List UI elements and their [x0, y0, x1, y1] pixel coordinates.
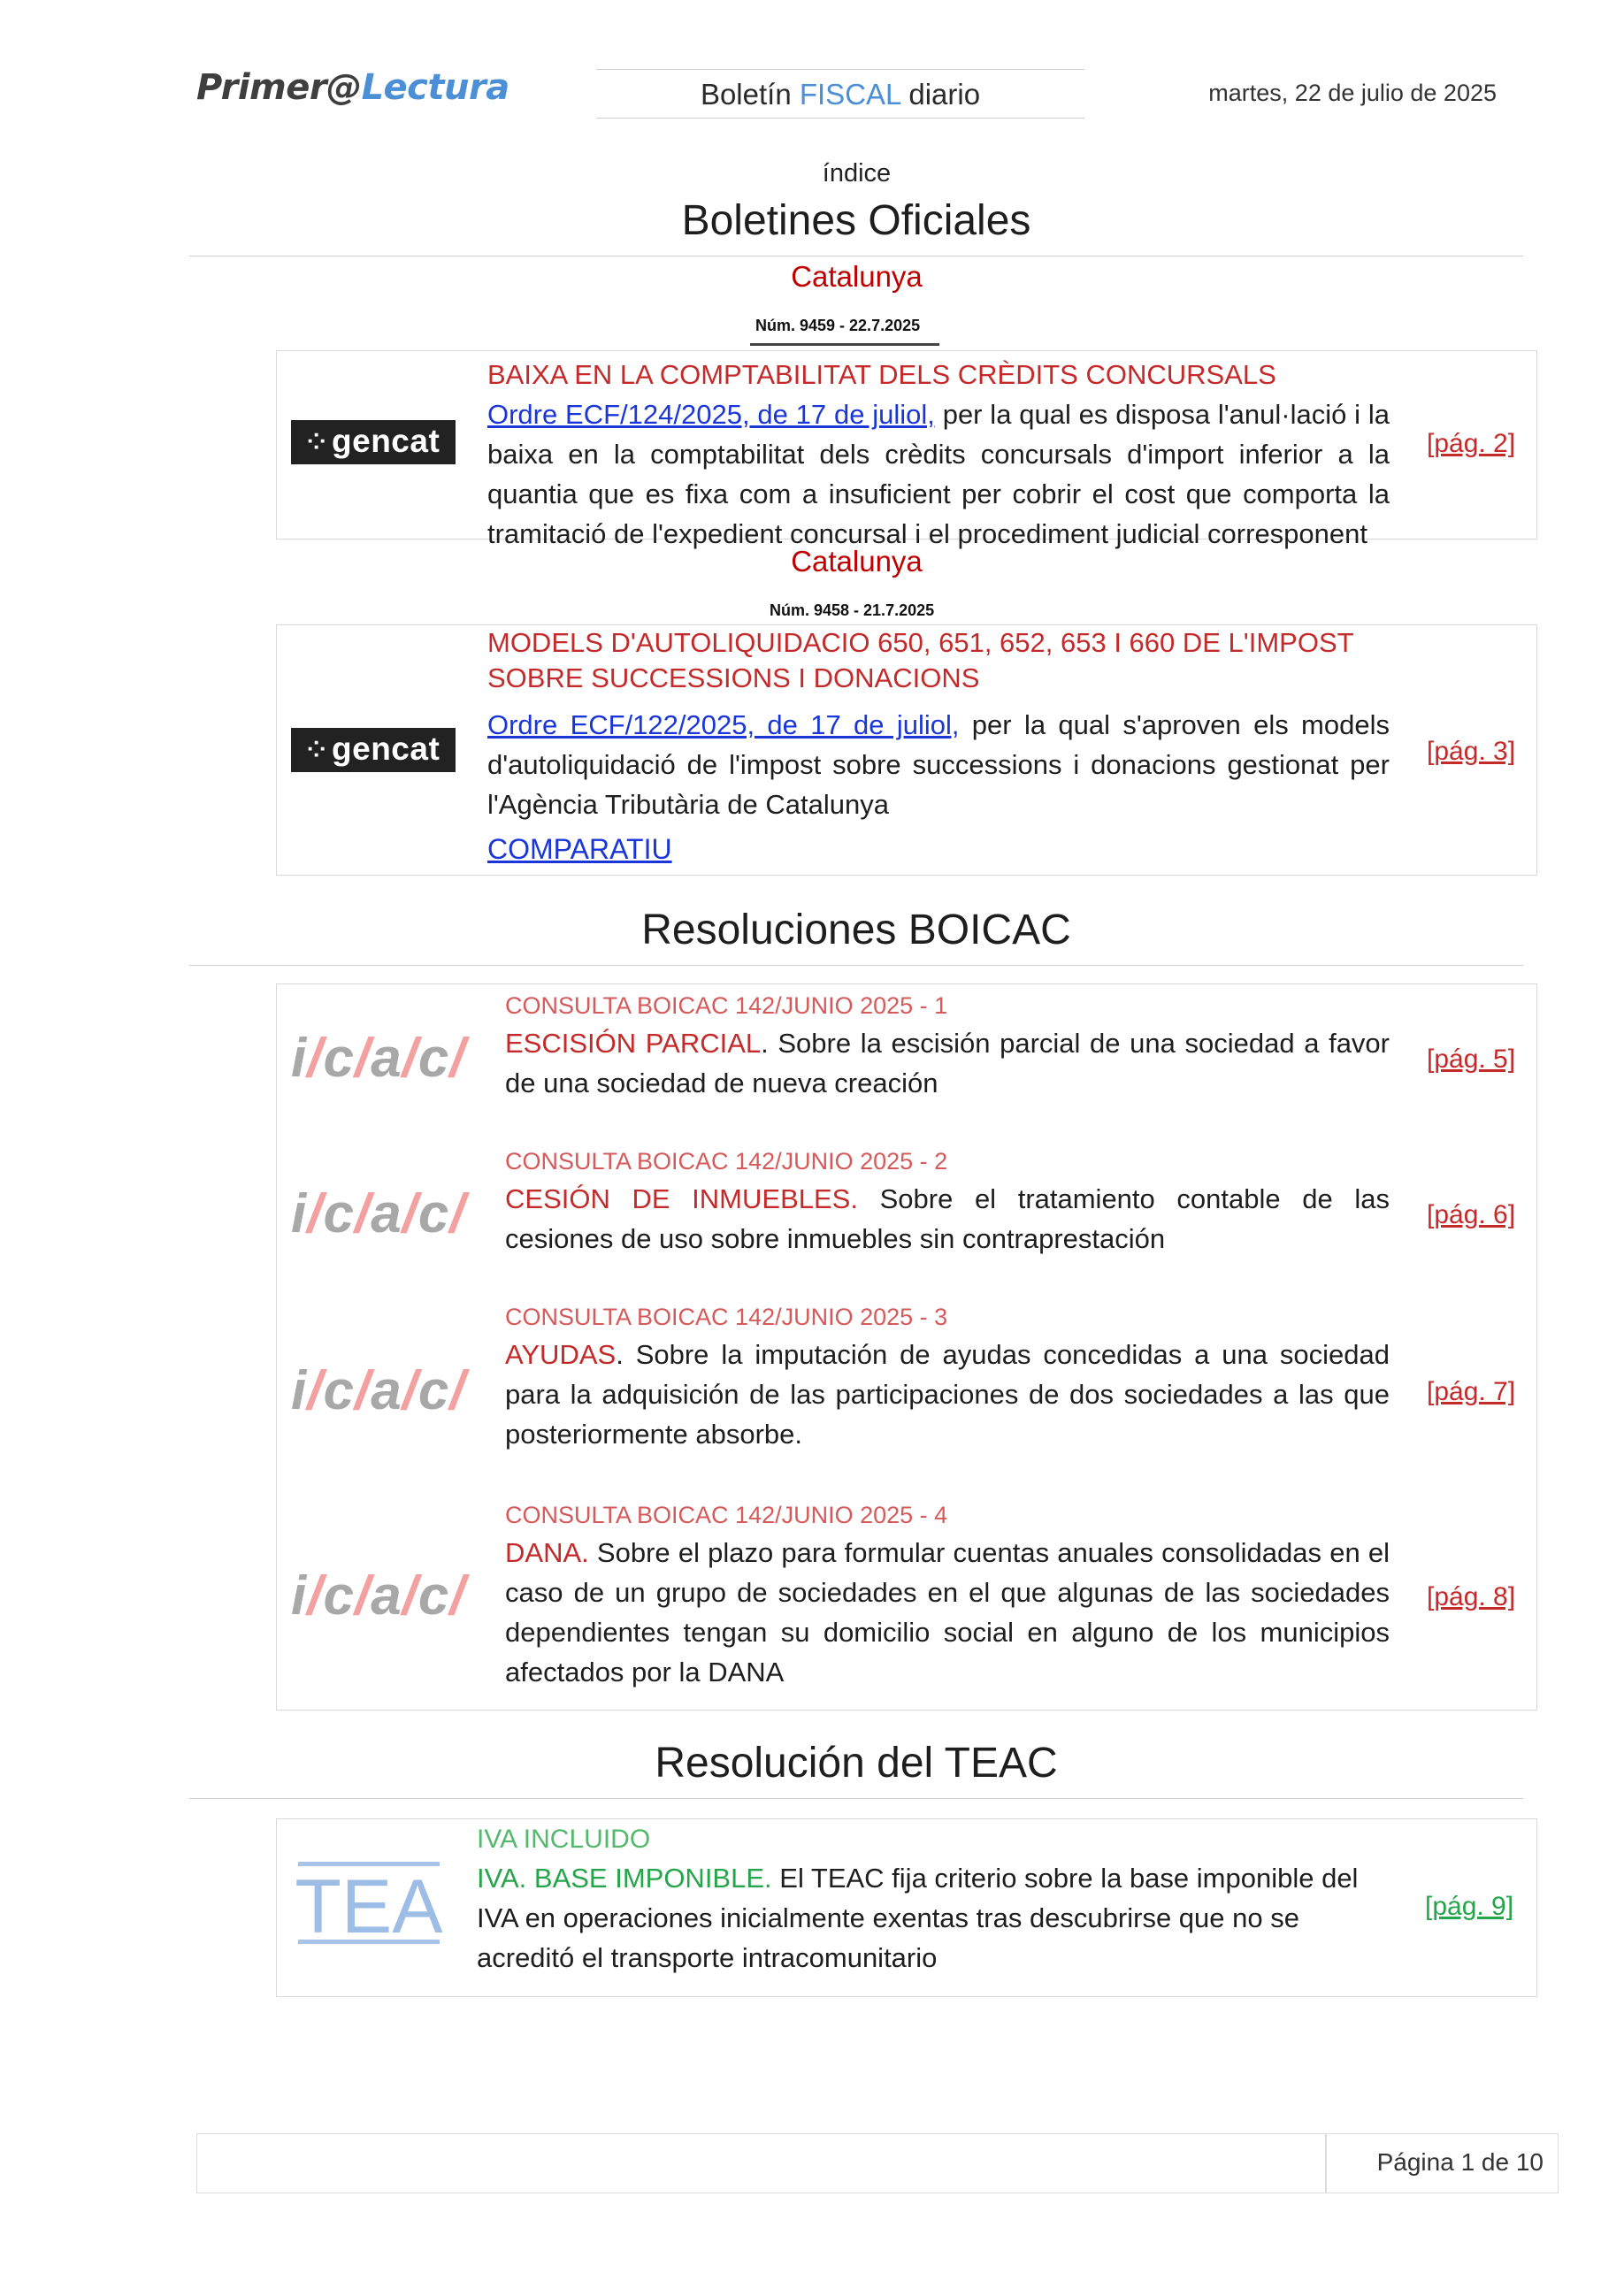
- entry-body: Sobre el tratamiento contable de las cesiones de uso sobre inmuebles sin contraprestación: [505, 1183, 1390, 1254]
- entry-kicker: BAIXA EN LA COMPTABILITAT DELS CRÈDITS CONCURSALS: [487, 359, 1276, 390]
- gencat-logo: ⁘ gencat: [291, 728, 456, 772]
- brand-logo: [196, 67, 509, 108]
- boicac-box: [276, 983, 1537, 1711]
- entry-kicker: MODELS D'AUTOLIQUIDACIO 650, 651, 652, 653 I 660 DE L'IMPOST SOBRE SUCCESSIONS I DONACIONS: [487, 627, 1353, 693]
- page-link[interactable]: [pág. 8]: [1427, 1582, 1516, 1611]
- page-link[interactable]: [pág. 5]: [1427, 1045, 1516, 1074]
- brand-primary: Primer@: [196, 67, 362, 108]
- bulletin-number: Núm. 9458 - 21.7.2025: [770, 601, 935, 619]
- bulletin-suffix: diario: [900, 78, 981, 111]
- entry-sub: CONSULTA BOICAC 142/JUNIO 2025 - 4: [505, 1502, 948, 1528]
- page-link[interactable]: [pág. 9]: [1425, 1892, 1514, 1921]
- boicac-entry: [505, 1299, 1390, 1454]
- page-link[interactable]: [pág. 2]: [1427, 429, 1516, 458]
- tea-logo: [293, 1855, 445, 1954]
- bulletin-accent: FISCAL: [799, 78, 901, 111]
- order-link[interactable]: Ordre ECF/122/2025, de 17 de juliol,: [487, 709, 960, 740]
- comparative-link[interactable]: COMPARATIU: [487, 833, 672, 865]
- entry-kicker: IVA. BASE IMPONIBLE.: [477, 1863, 772, 1894]
- gencat-dots-icon: ⁘: [306, 736, 327, 762]
- gencat-dots-icon: ⁘: [306, 428, 327, 455]
- entry-body: per la qual es disposa l'anul·lació i la baixa en la comptabilitat dels crèdits concursals d'import inferior a la quantia que es fixa com a insuficient per cobrir el cost que comporta la tramitació de l'expedient concursal i el procediment judicial corresponent: [487, 399, 1390, 549]
- index-label: índice: [822, 159, 892, 188]
- section-title-boicac: Resoluciones BOICAC: [189, 906, 1523, 966]
- entry-body: . Sobre la imputación de ayudas concedidas a una sociedad para la adquisición de las participaciones de dos sociedades a las que posteriormente absorbe.: [505, 1339, 1390, 1450]
- entry-kicker: DANA.: [505, 1537, 589, 1568]
- teac-entry: [477, 1821, 1388, 1978]
- bulletin-prefix: Boletín: [700, 78, 800, 111]
- footer-separator: [1325, 2134, 1327, 2193]
- entry-sub: CONSULTA BOICAC 142/JUNIO 2025 - 2: [505, 1148, 948, 1175]
- brand-secondary: Lectura: [361, 67, 509, 108]
- entry-kicker: CESIÓN DE INMUEBLES.: [505, 1183, 858, 1214]
- section-title-boletines: Boletines Oficiales: [189, 196, 1523, 256]
- entry-body: per la qual s'aproven els models d'autoliquidació de l'impost sobre successions i donacions gestionat per l'Agència Tributària de Catalunya: [487, 709, 1390, 820]
- entry-box: [276, 350, 1537, 549]
- entry-body: Sobre el plazo para formular cuentas anuales consolidadas en el caso de un grupo de sociedades en el que algunas de las sociedades dependientes tengan su domicilio social en alguno de los municipios afectados por la DANA: [505, 1537, 1390, 1688]
- entry-box: [276, 624, 1537, 876]
- section-title-teac: Resolución del TEAC: [189, 1739, 1523, 1799]
- teac-box: [276, 1818, 1537, 1997]
- entry-kicker: AYUDAS: [505, 1339, 617, 1370]
- footer: [196, 2133, 1559, 2193]
- region-label: Catalunya: [791, 545, 923, 578]
- entry-text: [487, 355, 1390, 554]
- gencat-logo: ⁘ gencat: [291, 420, 456, 464]
- boicac-entry: [505, 988, 1390, 1103]
- entry-body: . Sobre la escisión parcial de una sociedad a favor de una sociedad de nueva creación: [505, 1028, 1390, 1098]
- entry-sub: CONSULTA BOICAC 142/JUNIO 2025 - 1: [505, 992, 948, 1019]
- page-link[interactable]: [pág. 3]: [1427, 737, 1516, 766]
- tea-logo-text: TEA: [295, 1864, 443, 1949]
- boicac-entry: [505, 1144, 1390, 1259]
- page-link[interactable]: [pág. 6]: [1427, 1200, 1516, 1229]
- icac-logo: i/c/a/c/: [291, 1183, 466, 1244]
- bulletin-number: Núm. 9459 - 22.7.2025: [755, 317, 921, 334]
- entry-sub: IVA INCLUIDO: [477, 1825, 651, 1854]
- icac-logo: i/c/a/c/: [291, 1028, 466, 1089]
- icac-logo: i/c/a/c/: [291, 1360, 466, 1421]
- bulletin-title: [596, 69, 1084, 119]
- boicac-entry: [505, 1497, 1390, 1692]
- entry-text: [487, 625, 1390, 869]
- page-link[interactable]: [pág. 7]: [1427, 1377, 1516, 1406]
- region-label: Catalunya: [791, 260, 923, 293]
- entry-body: El TEAC fija criterio sobre la base imponible del IVA en operaciones inicialmente exentas tras descubrirse que no se acreditó el transporte intracomunitario: [477, 1863, 1359, 1973]
- entry-sub: CONSULTA BOICAC 142/JUNIO 2025 - 3: [505, 1304, 948, 1330]
- header-date: martes, 22 de julio de 2025: [1208, 80, 1497, 106]
- page-number: Página 1 de 10: [1376, 2148, 1544, 2176]
- bulletin-number-underline: [750, 343, 939, 346]
- icac-logo: i/c/a/c/: [291, 1565, 466, 1626]
- entry-kicker: ESCISIÓN PARCIAL: [505, 1028, 762, 1059]
- order-link[interactable]: Ordre ECF/124/2025, de 17 de juliol,: [487, 399, 935, 430]
